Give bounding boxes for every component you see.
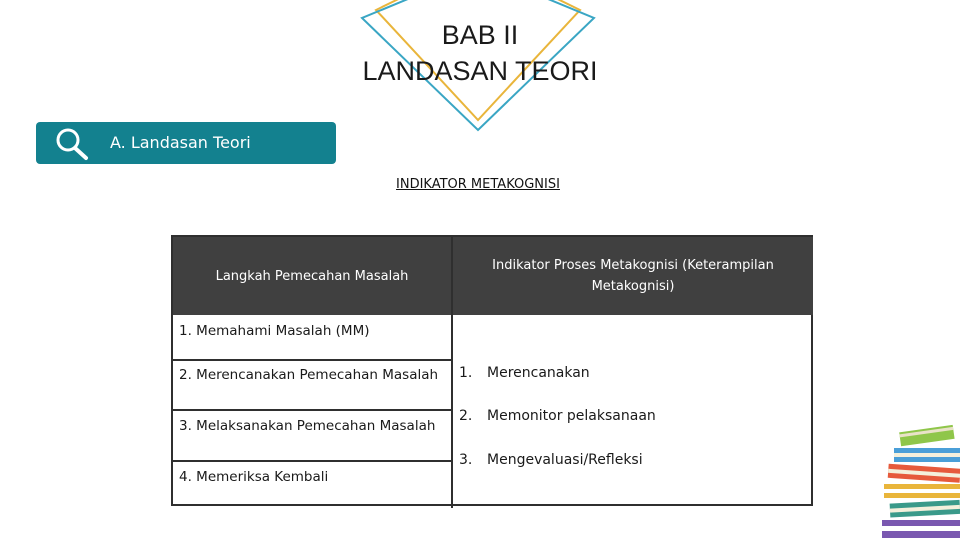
search-icon (54, 127, 90, 166)
column-divider (451, 237, 453, 508)
slide-title-line1: BAB II (441, 20, 519, 50)
indicator-item-3 (459, 452, 643, 468)
section-header-bar (36, 122, 336, 164)
metacognition-table (171, 235, 813, 506)
section-label: A. Landasan Teori (110, 133, 251, 152)
indicator-text: Mengevaluasi/Refleksi (487, 452, 643, 468)
indicator-item-2 (459, 408, 656, 424)
step-row-2: 2. Merencanakan Pemecahan Masalah (179, 367, 439, 383)
row-divider (173, 359, 451, 361)
row-divider (173, 460, 451, 462)
indicator-item-1 (459, 365, 590, 381)
indicator-text: Merencanakan (487, 365, 590, 381)
table-subtitle: INDIKATOR METAKOGNISI (396, 177, 560, 192)
header-steps: Langkah Pemecahan Masalah (173, 237, 451, 315)
indicator-number: 3. (459, 452, 473, 468)
header-indicators: Indikator Proses Metakognisi (Keterampilan Metakognisi) (453, 237, 813, 315)
step-row-3: 3. Melaksanakan Pemecahan Masalah (179, 418, 436, 434)
row-divider (173, 409, 451, 411)
books-icon (880, 420, 960, 540)
indicator-number: 2. (459, 408, 473, 424)
step-row-4: 4. Memeriksa Kembali (179, 469, 329, 485)
step-row-1: 1. Memahami Masalah (MM) (179, 323, 370, 339)
slide-title-line2: LANDASAN TEORI (362, 56, 598, 86)
indicator-number: 1. (459, 365, 473, 381)
indicator-text: Memonitor pelaksanaan (487, 408, 656, 424)
